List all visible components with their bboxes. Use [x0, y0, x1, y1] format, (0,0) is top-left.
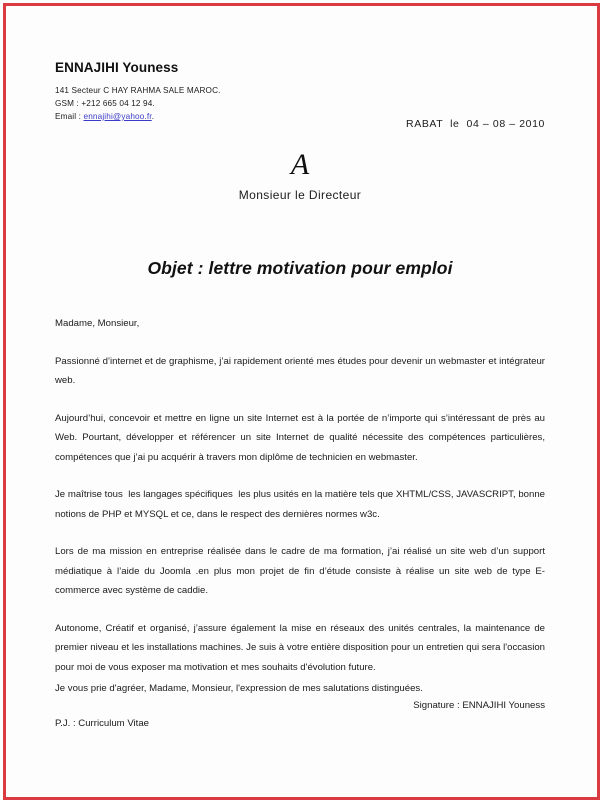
- sender-address: 141 Secteur C HAY RAHMA SALE MAROC.: [55, 86, 221, 95]
- body-paragraph: Je maîtrise tous les langages spécifiques les plus usités en la matière tels que XHTML/CSS, JAVASCRIPT, bonne notions de PHP et MYSQL et ce, dans le respect des dernières normes w3c.: [55, 489, 548, 520]
- date-line: RABAT le 04 – 08 – 2010: [406, 118, 545, 130]
- body-paragraph: Autonome, Créatif et organisé, j’assure également la mise en réseaux des unités centrales, la maintenance de premier niveau et les installations machines. Je suis à votre entière disposition pour un entretien qui sera l'occasion pour moi de vous exposer ma motivation et mes souhaits d'évolution future.: [55, 622, 548, 673]
- recipient-block: [55, 148, 545, 202]
- sender-phone: GSM : +212 665 04 12 94.: [55, 99, 155, 108]
- subject-line: Objet : lettre motivation pour emploi: [147, 258, 453, 278]
- sender-name: ENNAJIHI Youness: [55, 60, 179, 75]
- body-closing: Je vous prie d'agréer, Madame, Monsieur, l'expression de mes salutations distinguées.: [55, 683, 423, 694]
- body-paragraph: Lors de ma mission en entreprise réalisée dans le cadre de ma formation, j’ai réalisé un site web d’un support médiatique à l’aide du Joomla .en plus mon projet de fin d’étude consiste à réalise un site web de type E-commerce avec système de caddie.: [55, 546, 548, 596]
- email-link[interactable]: ennajihi@yahoo.fr: [83, 112, 152, 121]
- sender-block: [55, 60, 385, 123]
- attachment-line: P.J. : Curriculum Vitae: [55, 718, 150, 729]
- sender-email-line: [55, 110, 385, 123]
- letter-body: [55, 314, 548, 699]
- signature-line: Signature : ENNAJIHI Youness: [413, 700, 545, 711]
- email-suffix: .: [151, 112, 155, 121]
- recipient-title: Monsieur le Directeur: [238, 188, 362, 202]
- letter-content: [55, 0, 548, 800]
- recipient-a-mark: A: [290, 148, 310, 181]
- body-paragraph: Passionné d’internet et de graphisme, j’ai rapidement orienté mes études pour devenir un webmaster et intégrateur web.: [55, 355, 548, 386]
- body-salutation: Madame, Monsieur,: [55, 318, 140, 329]
- body-paragraph: Aujourd’hui, concevoir et mettre en ligne un site Internet est à la portée de n’importe qui s’intéressant de près au Web. Pourtant, développer et référencer un site Internet de qualité nécessite des compétences particulières, compétences que j’ai pu acquérir à travers mon diplôme de technicien en webmaster.: [55, 412, 548, 463]
- email-label: Email :: [55, 112, 84, 121]
